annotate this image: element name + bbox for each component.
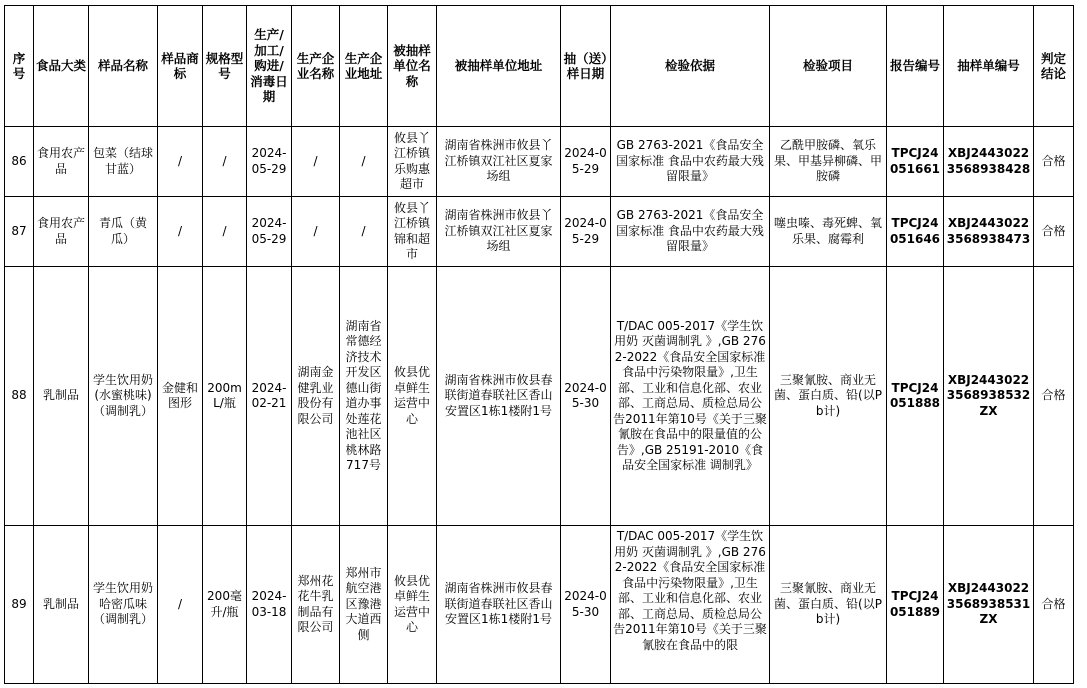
basis-text: T/DAC 005-2017《学生饮用奶 灭菌调制乳 》,GB 2762-2022《食品安全国家标准 食品中污染物限量》,卫生部、工业和信息化部、农业部、工商总局、质检总局公告2011年第10号《关于三聚氰胺在食品中的限 (613, 529, 767, 652)
cell-seq: 89 (5, 526, 34, 684)
header-prod-date: 生产/加工/购进/消毒日期 (247, 6, 292, 127)
cell-items: 三聚氰胺、商业无菌、蛋白质、铅(以Pb计) (770, 526, 887, 684)
inspection-results-table (4, 5, 1074, 684)
header-producer-addr: 生产企业地址 (340, 6, 388, 127)
cell-basis (611, 526, 770, 684)
header-conclusion: 判定结论 (1034, 6, 1074, 127)
cell-sampled-unit: 攸县丫江桥镇乐购惠超市 (388, 127, 437, 197)
cell-brand: / (158, 127, 203, 197)
header-brand: 样品商标 (158, 6, 203, 127)
cell-conclusion: 合格 (1034, 197, 1074, 267)
cell-sample-no: XBJ24430223568938532ZX (944, 267, 1034, 526)
header-report-no: 报告编号 (887, 6, 944, 127)
cell-spec: 200毫升/瓶 (203, 526, 247, 684)
cell-producer: 郑州花花牛乳制品有限公司 (292, 526, 340, 684)
cell-producer: 湖南金健乳业股份有限公司 (292, 267, 340, 526)
cell-sampled-addr: 湖南省株洲市攸县丫江桥镇双江社区夏家场组 (437, 127, 561, 197)
cell-sampled-unit: 攸县优卓鲜生运营中心 (388, 267, 437, 526)
cell-conclusion: 合格 (1034, 526, 1074, 684)
cell-category: 乳制品 (34, 267, 89, 526)
cell-sample-no: XBJ24430223568938473 (944, 197, 1034, 267)
cell-sampled-unit: 攸县优卓鲜生运营中心 (388, 526, 437, 684)
header-sample-no: 抽样单编号 (944, 6, 1034, 127)
header-sampled-addr: 被抽样单位地址 (437, 6, 561, 127)
cell-sampled-addr: 湖南省株洲市攸县丫江桥镇双江社区夏家场组 (437, 197, 561, 267)
cell-sample-no: XBJ24430223568938428 (944, 127, 1034, 197)
header-sample-date: 抽（送）样日期 (561, 6, 611, 127)
cell-sampled-addr: 湖南省株洲市攸县春联街道春联社区香山安置区1栋1楼附1号 (437, 267, 561, 526)
cell-prod-date: 2024-05-29 (247, 127, 292, 197)
cell-conclusion: 合格 (1034, 267, 1074, 526)
cell-brand: 金健和图形 (158, 267, 203, 526)
cell-prod-date: 2024-03-18 (247, 526, 292, 684)
cell-report-no: TPCJ24051888 (887, 267, 944, 526)
header-sampled-unit: 被抽样单位名称 (388, 6, 437, 127)
cell-spec: / (203, 197, 247, 267)
cell-items: 乙酰甲胺磷、氧乐果、甲基异柳磷、甲胺磷 (770, 127, 887, 197)
cell-category: 食用农产品 (34, 197, 89, 267)
cell-brand: / (158, 526, 203, 684)
cell-brand: / (158, 197, 203, 267)
cell-basis: GB 2763-2021《食品安全国家标准 食品中农药最大残留限量》 (611, 197, 770, 267)
cell-prod-date: 2024-02-21 (247, 267, 292, 526)
cell-sampled-addr: 湖南省株洲市攸县春联街道春联社区香山安置区1栋1楼附1号 (437, 526, 561, 684)
cell-sample-date: 2024-05-30 (561, 526, 611, 684)
cell-category: 食用农产品 (34, 127, 89, 197)
cell-seq: 88 (5, 267, 34, 526)
header-seq: 序号 (5, 6, 34, 127)
cell-sample-date: 2024-05-29 (561, 197, 611, 267)
cell-sample-name: 学生饮用奶哈密瓜味（调制乳） (89, 526, 158, 684)
cell-producer: / (292, 197, 340, 267)
cell-producer: / (292, 127, 340, 197)
header-producer: 生产企业名称 (292, 6, 340, 127)
table-row (5, 267, 1074, 526)
table-row (5, 526, 1074, 684)
table-row (5, 127, 1074, 197)
cell-seq: 87 (5, 197, 34, 267)
cell-conclusion: 合格 (1034, 127, 1074, 197)
header-items: 检验项目 (770, 6, 887, 127)
cell-seq: 86 (5, 127, 34, 197)
header-spec: 规格型号 (203, 6, 247, 127)
cell-sample-name: 青瓜（黄瓜） (89, 197, 158, 267)
cell-sampled-unit: 攸县丫江桥镇锦和超市 (388, 197, 437, 267)
header-basis: 检验依据 (611, 6, 770, 127)
table-header-row (5, 6, 1074, 127)
cell-producer-addr: / (340, 127, 388, 197)
cell-basis: GB 2763-2021《食品安全国家标准 食品中农药最大残留限量》 (611, 127, 770, 197)
cell-producer-addr: / (340, 197, 388, 267)
cell-sample-name: 包菜（结球甘蓝） (89, 127, 158, 197)
cell-report-no: TPCJ24051646 (887, 197, 944, 267)
cell-producer-addr: 郑州市航空港区豫港大道西侧 (340, 526, 388, 684)
cell-spec: / (203, 127, 247, 197)
cell-category: 乳制品 (34, 526, 89, 684)
cell-basis: T/DAC 005-2017《学生饮用奶 灭菌调制乳 》,GB 2762-2022《食品安全国家标准 食品中污染物限量》,卫生部、工业和信息化部、农业部、工商总局、质检总局公告2011年第10号《关于三聚氰胺在食品中的限量值的公告》,GB 25191-2010《食品安全国家标准 调制乳》 (611, 267, 770, 526)
header-category: 食品大类 (34, 6, 89, 127)
cell-sample-date: 2024-05-30 (561, 267, 611, 526)
cell-spec: 200mL/瓶 (203, 267, 247, 526)
cell-sample-name: 学生饮用奶(水蜜桃味)（调制乳） (89, 267, 158, 526)
cell-report-no: TPCJ24051661 (887, 127, 944, 197)
header-sample-name: 样品名称 (89, 6, 158, 127)
cell-items: 三聚氰胺、商业无菌、蛋白质、铅(以Pb计) (770, 267, 887, 526)
cell-items: 噻虫嗪、毒死蜱、氧乐果、腐霉利 (770, 197, 887, 267)
cell-producer-addr: 湖南省常德经济技术开发区德山街道办事处莲花池社区桃林路717号 (340, 267, 388, 526)
cell-report-no: TPCJ24051889 (887, 526, 944, 684)
cell-sample-date: 2024-05-29 (561, 127, 611, 197)
cell-prod-date: 2024-05-29 (247, 197, 292, 267)
cell-sample-no: XBJ24430223568938531ZX (944, 526, 1034, 684)
table-row (5, 197, 1074, 267)
